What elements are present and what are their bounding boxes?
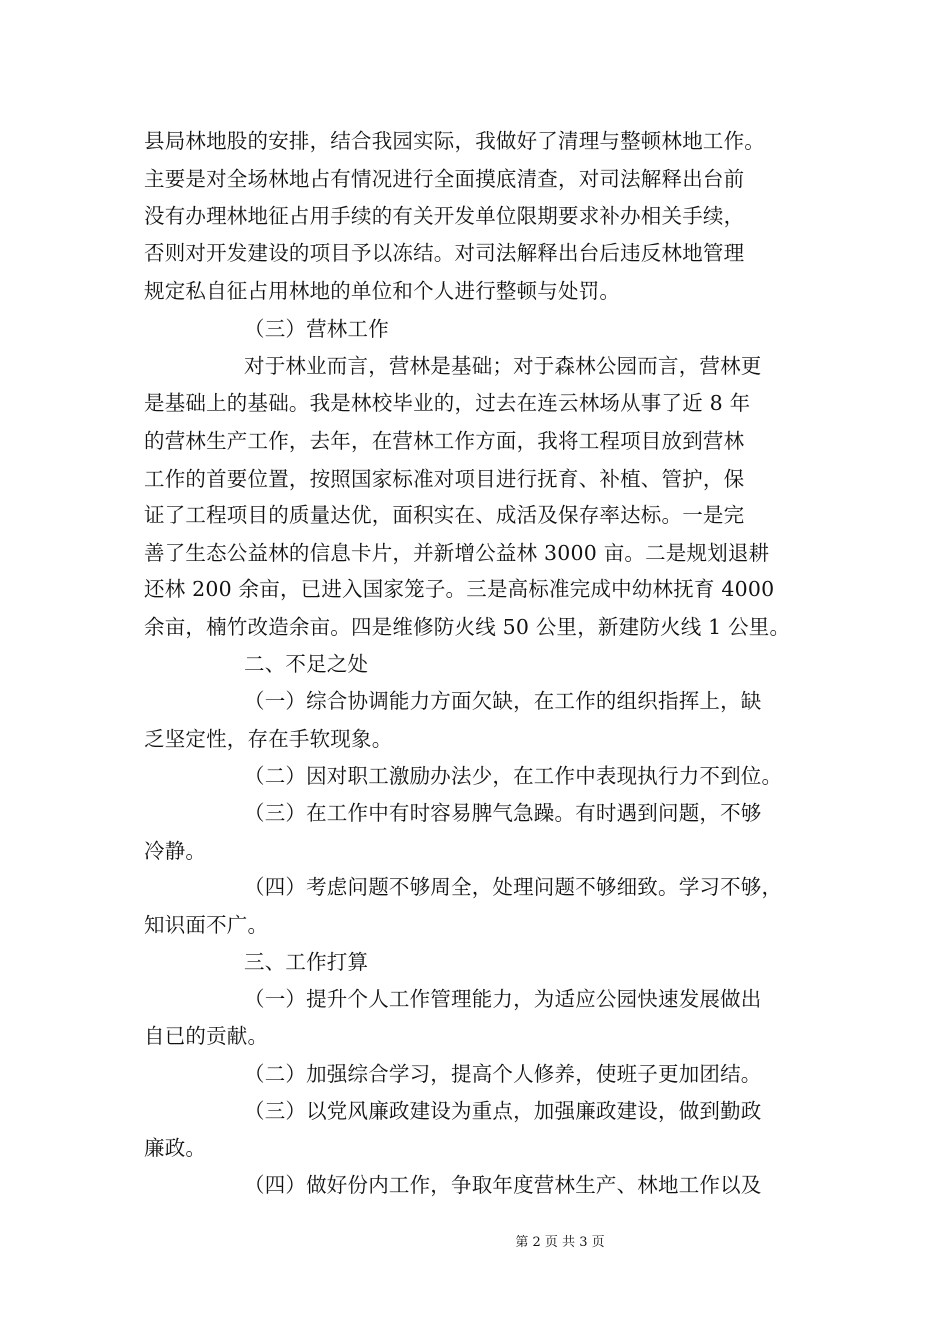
paragraph-line: 对于林业而言，营林是基础；对于森林公园而言，营林更 bbox=[244, 354, 762, 378]
paragraph-line: （二）加强综合学习，提高个人修养，使班子更加团结。 bbox=[244, 1062, 762, 1086]
paragraph-line: 还林 200 余亩，已进入国家笼子。三是高标准完成中幼林抚育 4000 bbox=[144, 577, 775, 601]
paragraph-line: 否则对开发建设的项目予以冻结。对司法解释出台后违反林地管理 bbox=[144, 241, 745, 265]
paragraph-line: 冷静。 bbox=[144, 839, 207, 863]
paragraph-line: （四）考虑问题不够周全，处理问题不够细致。学习不够， bbox=[244, 875, 783, 899]
paragraph-line: （三）在工作中有时容易脾气急躁。有时遇到问题，不够 bbox=[244, 801, 762, 825]
paragraph-line: 主要是对全场林地占有情况进行全面摸底清查，对司法解释出台前 bbox=[144, 167, 745, 191]
section-heading: 二、不足之处 bbox=[244, 652, 369, 676]
page-number: 第 2 页 共 3 页 bbox=[515, 1235, 605, 1250]
paragraph-line: 知识面不广。 bbox=[144, 913, 269, 937]
paragraph-line: 善了生态公益林的信息卡片，并新增公益林 3000 亩。二是规划退耕 bbox=[144, 541, 770, 565]
paragraph-line: 工作的首要位置，按照国家标准对项目进行抚育、补植、管护，保 bbox=[144, 467, 745, 491]
paragraph-line: （二）因对职工激励办法少，在工作中表现执行力不到位。 bbox=[244, 764, 783, 788]
paragraph-line: （一）提升个人工作管理能力，为适应公园快速发展做出 bbox=[244, 987, 762, 1011]
paragraph-line: （四）做好份内工作，争取年度营林生产、林地工作以及 bbox=[244, 1173, 762, 1197]
section-heading: （三）营林工作 bbox=[244, 317, 389, 341]
paragraph-line: （一）综合协调能力方面欠缺，在工作的组织指挥上，缺 bbox=[244, 689, 762, 713]
paragraph-line: 县局林地股的安排，结合我园实际，我做好了清理与整顿林地工作。 bbox=[144, 129, 765, 153]
paragraph-line: 规定私自征占用林地的单位和个人进行整顿与处罚。 bbox=[144, 279, 621, 303]
paragraph-line: 没有办理林地征占用手续的有关开发单位限期要求补办相关手续， bbox=[144, 204, 745, 228]
paragraph-line: 证了工程项目的质量达优，面积实在、成活及保存率达标。一是完 bbox=[144, 503, 745, 527]
paragraph-line: 乏坚定性，存在手软现象。 bbox=[144, 727, 393, 751]
paragraph-line: （三）以党风廉政建设为重点，加强廉政建设，做到勤政 bbox=[244, 1099, 762, 1123]
paragraph-line: 是基础上的基础。我是林校毕业的，过去在连云林场从事了近 8 年 bbox=[144, 391, 751, 415]
paragraph-line: 廉政。 bbox=[144, 1136, 207, 1160]
section-heading: 三、工作打算 bbox=[244, 950, 369, 974]
paragraph-line: 自已的贡献。 bbox=[144, 1024, 269, 1048]
page-footer bbox=[0, 1235, 950, 1251]
paragraph-line: 的营林生产工作，去年，在营林工作方面，我将工程项目放到营林 bbox=[144, 429, 745, 453]
paragraph-line: 余亩，楠竹改造余亩。四是维修防火线 50 公里，新建防火线 1 公里。 bbox=[144, 615, 791, 639]
